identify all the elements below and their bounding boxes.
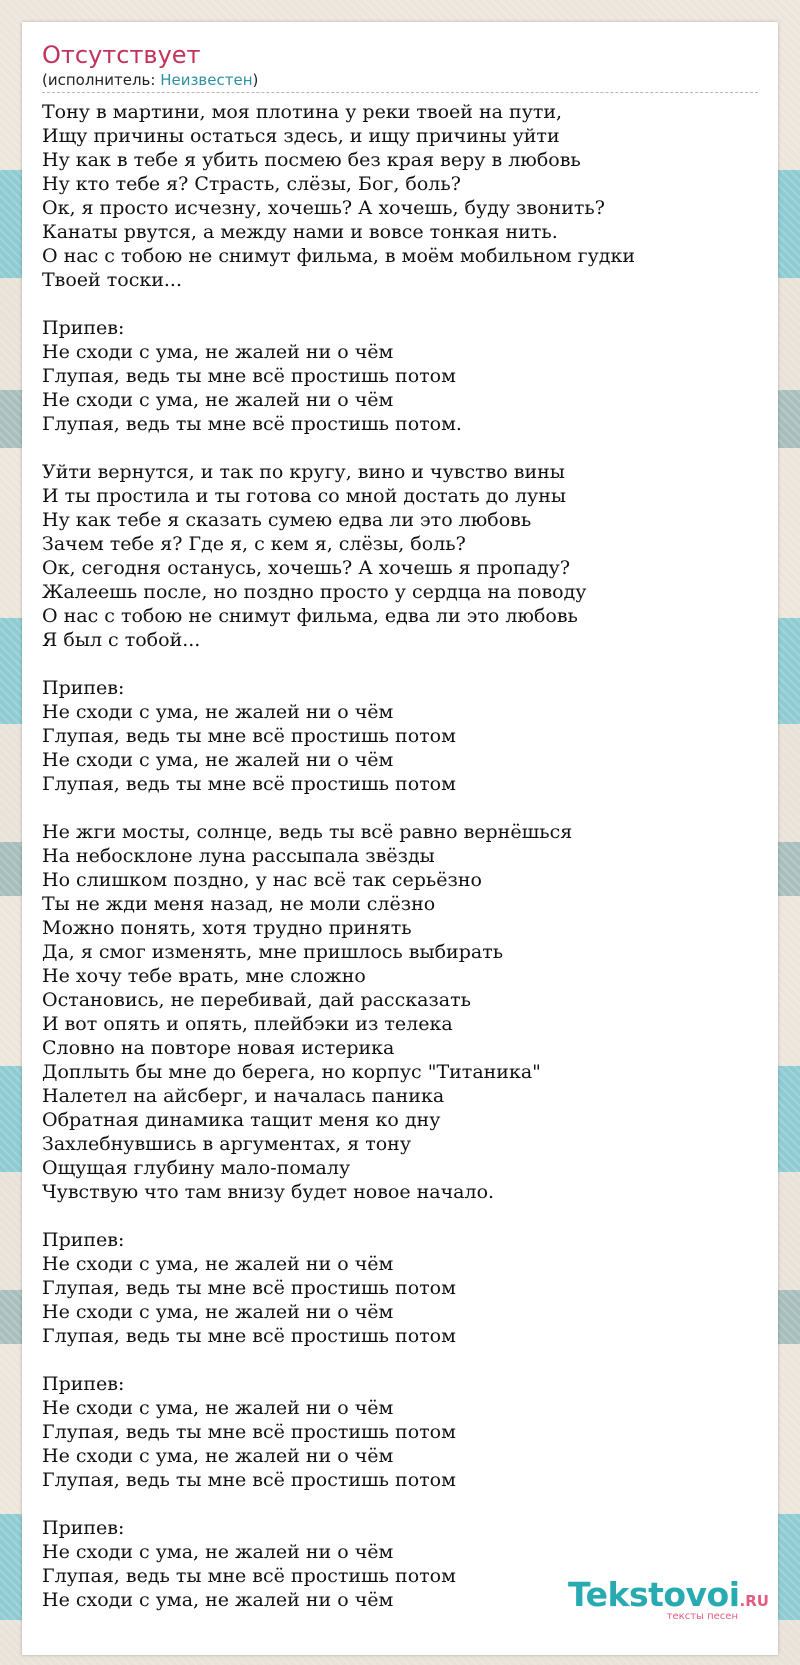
artist-line bbox=[42, 70, 258, 90]
lyrics-text: Тону в мартини, моя плотина у реки твоей на пути, Ищу причины остаться здесь, и ищу причины уйти Ну как в тебе я убить посмею без края веру в любовь Ну кто тебе я? Страсть, слёзы, Бог, боль? Ок, я просто исчезну, хочешь? А хочешь, буду звонить? Канаты рвутся, а между нами и вовсе тонкая нить. О нас с тобою не снимут фильма, в моём мобильном гудки Твоей тоски... Припев: Не сходи с ума, не жалей ни о чём Глупая, ведь ты мне всё простишь потом Не сходи с ума, не жалей ни о чём Глупая, ведь ты мне всё простишь потом. Уйти вернутся, и так по кругу, вино и чувство вины И ты простила и ты готова со мной достать до луны Ну как тебе я сказать сумею едва ли это любовь Зачем тебе я? Где я, с кем я, слёзы, боль? Ок, сегодня останусь, хочешь? А хочешь я пропаду? Жалеешь после, но поздно просто у сердца на поводу О нас с тобою не снимут фильма, едва ли это любовь Я был с тобой... Припев: Не сходи с ума, не жалей ни о чём Глупая, ведь ты мне всё простишь потом Не сходи с ума, не жалей ни о чём Глупая, ведь ты мне всё простишь потом Не жги мосты, солнце, ведь ты всё равно вернёшься На небосклоне луна рассыпала звёзды Но слишком поздно, у нас всё так серьёзно Ты не жди меня назад, не моли слёзно Можно понять, хотя трудно принять Да, я смог изменять, мне пришлось выбирать Не хочу тебе врать, мне сложно Остановись, не перебивай, дай рассказать И вот опять и опять, плейбэки из телека Словно на повторе новая истерика Доплыть бы мне до берега, но корпус "Титаника" Налетел на айсберг, и началась паника Обратная динамика тащит меня ко дну Захлебнувшись в аргументах, я тону Ощущая глубину мало-помалу Чувствую что там внизу будет новое начало. Припев: Не сходи с ума, не жалей ни о чём Глупая, ведь ты мне всё простишь потом Не сходи с ума, не жалей ни о чём Глупая, ведь ты мне всё простишь потом Припев: Не сходи с ума, не жалей ни о чём Глупая, ведь ты мне всё простишь потом Не сходи с ума, не жалей ни о чём Глупая, ведь ты мне всё простишь потом Припев: Не сходи с ума, не жалей ни о чём Глупая, ведь ты мне всё простишь потом Не сходи с ума, не жалей ни о чём bbox=[42, 101, 635, 1611]
header-divider bbox=[42, 92, 758, 93]
logo-tld: .RU bbox=[739, 1592, 769, 1610]
artist-prefix: (исполнитель: bbox=[42, 71, 161, 89]
site-logo[interactable] bbox=[568, 1575, 768, 1635]
artist-link[interactable]: Неизвестен bbox=[160, 71, 253, 89]
lyrics-card bbox=[22, 22, 778, 1655]
song-title: Отсутствует bbox=[42, 41, 201, 69]
logo-name: Tekstovoi bbox=[568, 1575, 740, 1614]
artist-suffix: ) bbox=[252, 71, 259, 89]
logo-tagline: тексты песен bbox=[666, 1611, 738, 1622]
